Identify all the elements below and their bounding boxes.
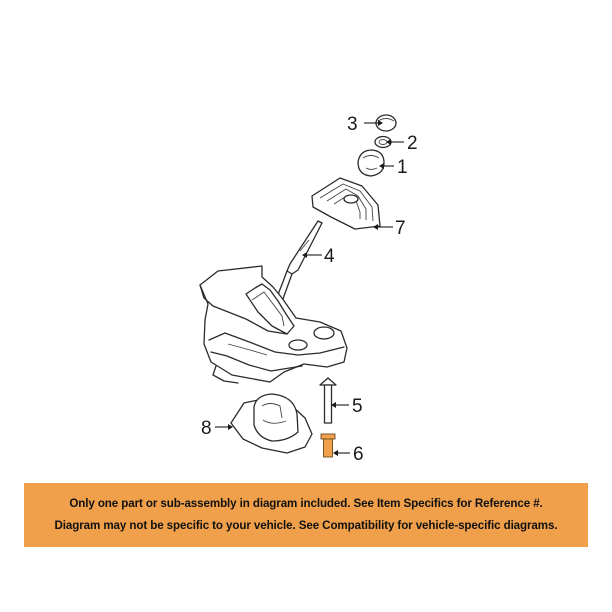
part-5-bolt bbox=[320, 378, 336, 423]
callout-1: 1 bbox=[397, 157, 408, 178]
callout-2: 2 bbox=[407, 133, 418, 154]
center-console bbox=[200, 266, 347, 383]
callout-8: 8 bbox=[201, 418, 212, 439]
callout-3: 3 bbox=[347, 114, 358, 135]
part-6-nut-highlighted bbox=[321, 434, 335, 457]
disclaimer-line-1: Only one part or sub-assembly in diagram included. See Item Specifics for Reference #. bbox=[69, 497, 543, 510]
part-1-shift-knob bbox=[358, 150, 384, 176]
part-4-shift-lever bbox=[276, 221, 322, 306]
callout-7: 7 bbox=[395, 218, 406, 239]
callout-4: 4 bbox=[324, 246, 335, 267]
part-7-shift-boot bbox=[312, 178, 380, 229]
disclaimer-banner bbox=[24, 483, 588, 547]
disclaimer-line-2: Diagram may not be specific to your vehicle. See Compatibility for vehicle-specific diagrams. bbox=[54, 519, 558, 532]
part-8-lower-boot bbox=[231, 394, 312, 453]
callout-6: 6 bbox=[353, 444, 364, 465]
callout-5: 5 bbox=[352, 396, 363, 417]
